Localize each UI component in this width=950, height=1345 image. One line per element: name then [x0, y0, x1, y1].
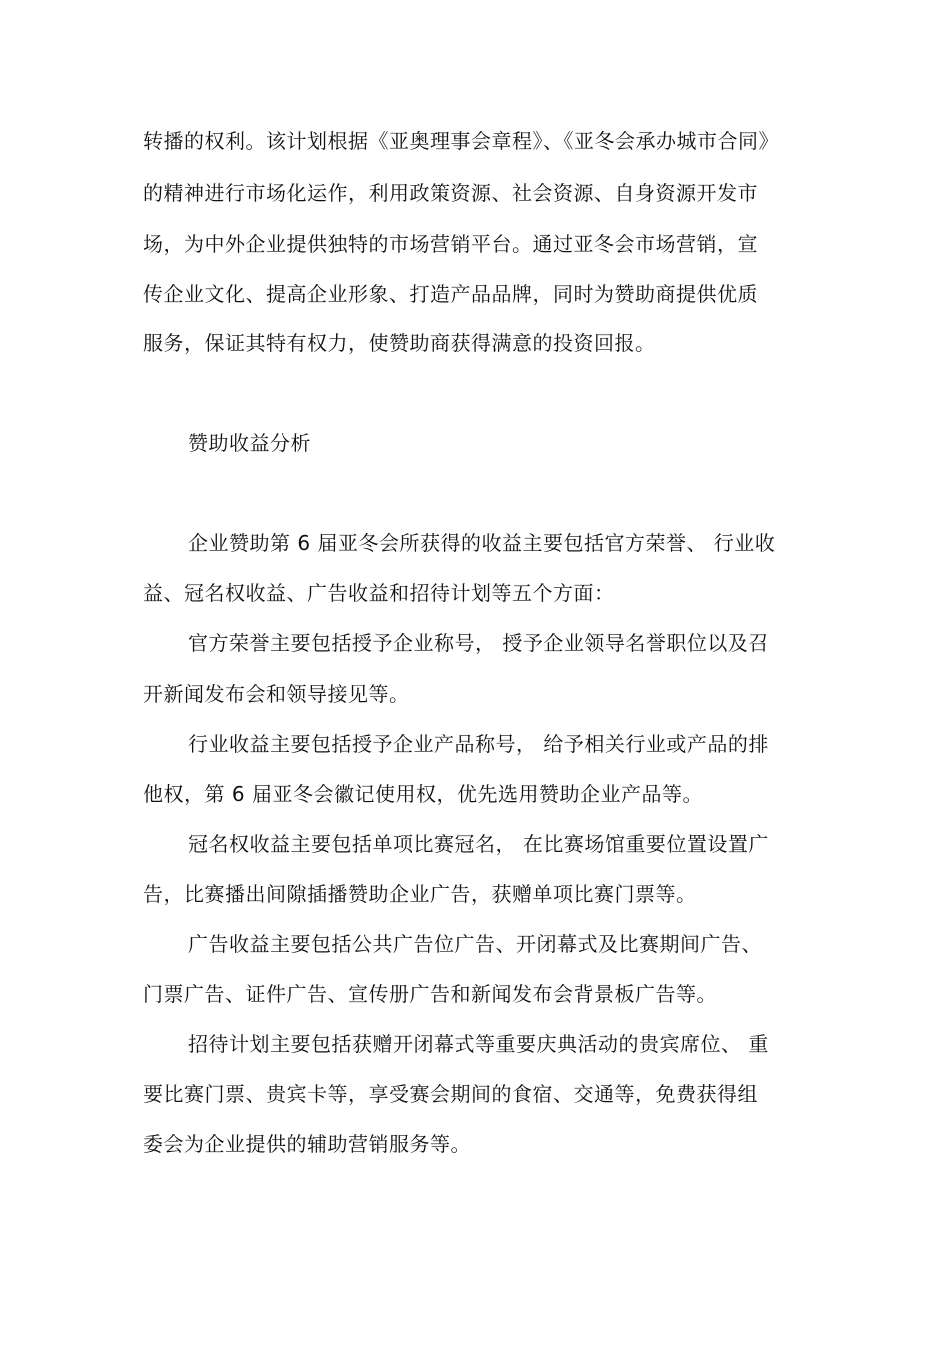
paragraph-line: 的精神进行市场化运作，利用政策资源、社会资源、自身资源开发市 — [143, 181, 758, 205]
paragraph-line: 委会为企业提供的辅助营销服务等。 — [143, 1132, 471, 1156]
paragraph-line: 门票广告、证件广告、宣传册广告和新闻发布会背景板广告等。 — [143, 982, 717, 1006]
paragraph-line: 转播的权利。该计划根据《亚奥理事会章程》、《亚冬会承办城市合同》 — [143, 129, 779, 153]
paragraph-line: 告，比赛播出间隙插播赞助企业广告，获赠单项比赛门票等。 — [143, 882, 697, 906]
paragraph-line: 服务，保证其特有权力，使赞助商获得满意的投资回报。 — [143, 331, 656, 355]
paragraph-line: 要比赛门票、贵宾卡等，享受赛会期间的食宿、交通等，免费获得组 — [143, 1082, 758, 1106]
paragraph-line: 广告收益主要包括公共广告位广告、开闭幕式及比赛期间广告、 — [188, 932, 762, 956]
paragraph-line: 招待计划主要包括获赠开闭幕式等重要庆典活动的贵宾席位、 重 — [188, 1032, 769, 1056]
paragraph-line: 开新闻发布会和领导接见等。 — [143, 682, 410, 706]
paragraph-line: 冠名权收益主要包括单项比赛冠名， 在比赛场馆重要位置设置广 — [188, 832, 769, 856]
paragraph-line: 企业赞助第 6 届亚冬会所获得的收益主要包括官方荣誉、 行业收 — [188, 531, 776, 555]
paragraph-line: 官方荣誉主要包括授予企业称号， 授予企业领导名誉职位以及召 — [188, 631, 769, 655]
paragraph-line: 他权，第 6 届亚冬会徽记使用权，优先选用赞助企业产品等。 — [143, 782, 703, 806]
section-heading: 赞助收益分析 — [188, 431, 311, 455]
paragraph-line: 行业收益主要包括授予企业产品称号， 给予相关行业或产品的排 — [188, 732, 769, 756]
paragraph-line: 场，为中外企业提供独特的市场营销平台。通过亚冬会市场营销，宣 — [143, 232, 758, 256]
paragraph-line: 传企业文化、提高企业形象、打造产品品牌，同时为赞助商提供优质 — [143, 282, 758, 306]
paragraph-line: 益、冠名权收益、广告收益和招待计划等五个方面： — [143, 581, 615, 605]
